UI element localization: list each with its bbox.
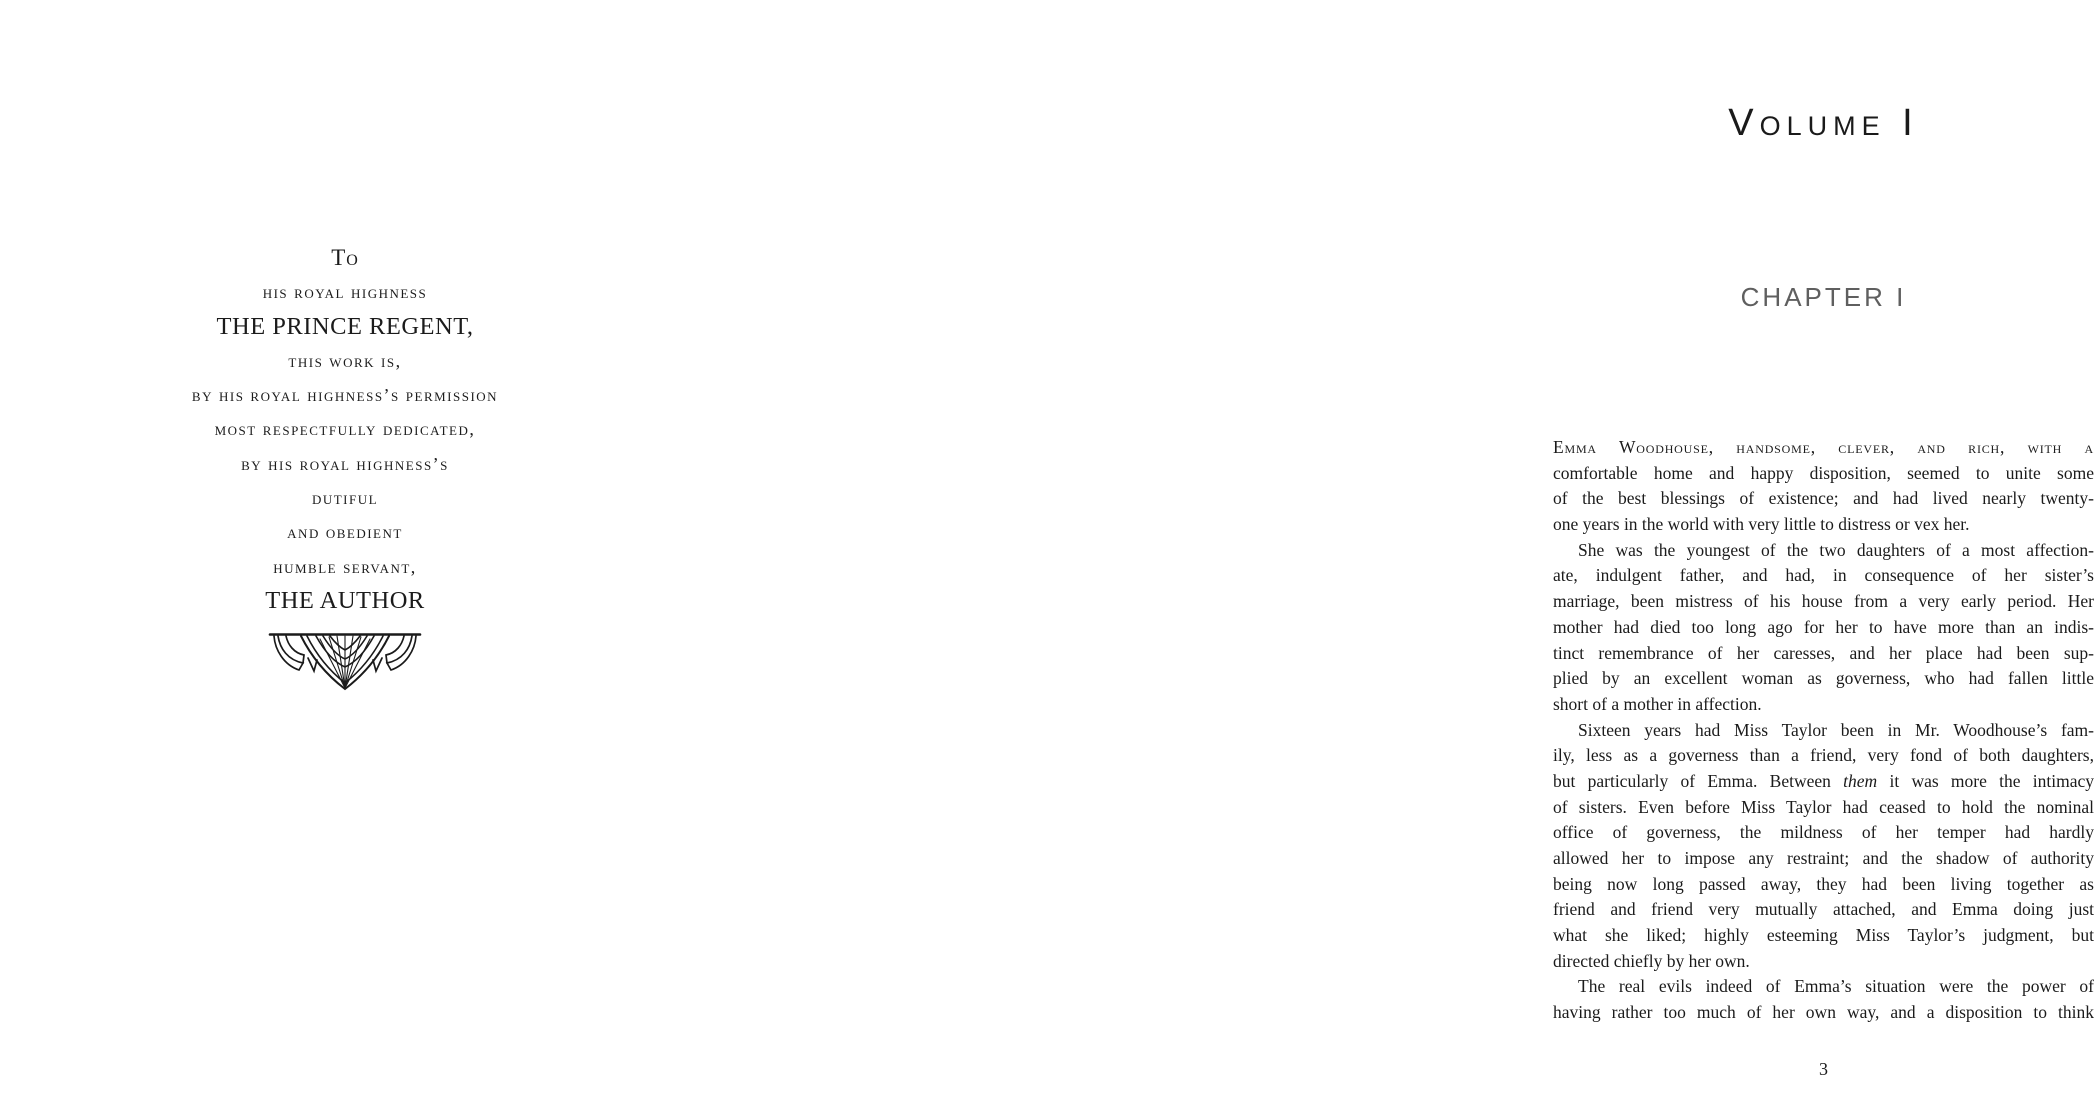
dedication-line: dutiful	[311, 488, 379, 509]
body-text-line: friend and friend very mutually attached, and Emma doing just	[1553, 899, 2094, 920]
dedication-line: his royal highness	[262, 282, 428, 303]
dedication-line: and obedient	[287, 522, 403, 543]
body-text-line: mother had died too long ago for her to have more than an indis-	[1553, 616, 2094, 637]
body-text-line: what she liked; highly esteeming Miss Taylor’s judgment, but	[1553, 925, 2094, 946]
dedication	[75, 241, 615, 692]
body-text-line: marriage, been mistress of his house from a very early period. Her	[1553, 591, 2094, 612]
dedication-line: by his royal highness’s	[241, 453, 449, 474]
fan-fleuron-ornament-icon	[270, 632, 420, 692]
body-text-line: short of a mother in affection.	[1553, 693, 1762, 714]
body-text-line: of the best blessings of existence; and had lived nearly twenty-	[1553, 488, 2094, 509]
body-text-line: directed chiefly by her own.	[1553, 950, 1750, 971]
body-text-line: ily, less as a governess than a friend, very fond of both daughters,	[1553, 745, 2094, 766]
body-text-line	[1553, 769, 2094, 795]
body-text-line: Emma Woodhouse, handsome, clever, and rich, with a	[1553, 437, 2094, 457]
body-text-segment: it was more the intimacy	[1877, 770, 2094, 791]
body-text-line: The real evils indeed of Emma’s situation were the power of	[1578, 976, 2094, 997]
dedication-line: THE PRINCE REGENT,	[216, 312, 474, 340]
body-text-segment: but particularly of Emma. Between	[1553, 770, 1844, 791]
body-text-line: plied by an excellent woman as governess, who had fallen little	[1553, 668, 2094, 689]
body-text-line: allowed her to impose any restraint; and the shadow of authority	[1553, 848, 2094, 868]
body-text-line: having rather too much of her own way, and a disposition to think	[1553, 1002, 2094, 1023]
body-text-line: being now long passed away, they had been living together as	[1553, 873, 2094, 894]
body-text-line: of sisters. Even before Miss Taylor had ceased to hold the nominal	[1553, 796, 2094, 817]
italic-word: them	[1843, 770, 1878, 791]
body-text-line: office of governess, the mildness of her temper had hardly	[1553, 822, 2094, 843]
chapter-heading: CHAPTER I	[1740, 282, 1907, 312]
body-text-line: Sixteen years had Miss Taylor been in Mr. Woodhouse’s fam-	[1578, 719, 2094, 740]
dedication-line: by his royal highness’s permission	[191, 385, 499, 406]
chapter-body	[1553, 435, 2094, 1026]
page-number: 3	[1819, 1059, 1828, 1079]
body-text-line: one years in the world with very little to distress or vex her.	[1553, 514, 1970, 535]
body-text-line: She was the youngest of the two daughters of a most affection-	[1578, 539, 2094, 560]
dedication-line: most respectfully dedicated,	[214, 419, 476, 440]
left-page	[0, 0, 722, 1120]
dedication-line: this work is,	[288, 350, 402, 371]
volume-heading: Volume I	[1728, 102, 1919, 144]
dedication-line: THE AUTHOR	[265, 586, 425, 614]
body-text-line: comfortable home and happy disposition, seemed to unite some	[1553, 462, 2094, 483]
body-text-line: tinct remembrance of her caresses, and her place had been sup-	[1553, 642, 2094, 663]
right-page	[722, 0, 2094, 1120]
dedication-line: To	[331, 245, 359, 270]
body-text-line: ate, indulgent father, and had, in consequence of her sister’s	[1553, 565, 2094, 586]
dedication-line: humble servant,	[273, 556, 417, 577]
